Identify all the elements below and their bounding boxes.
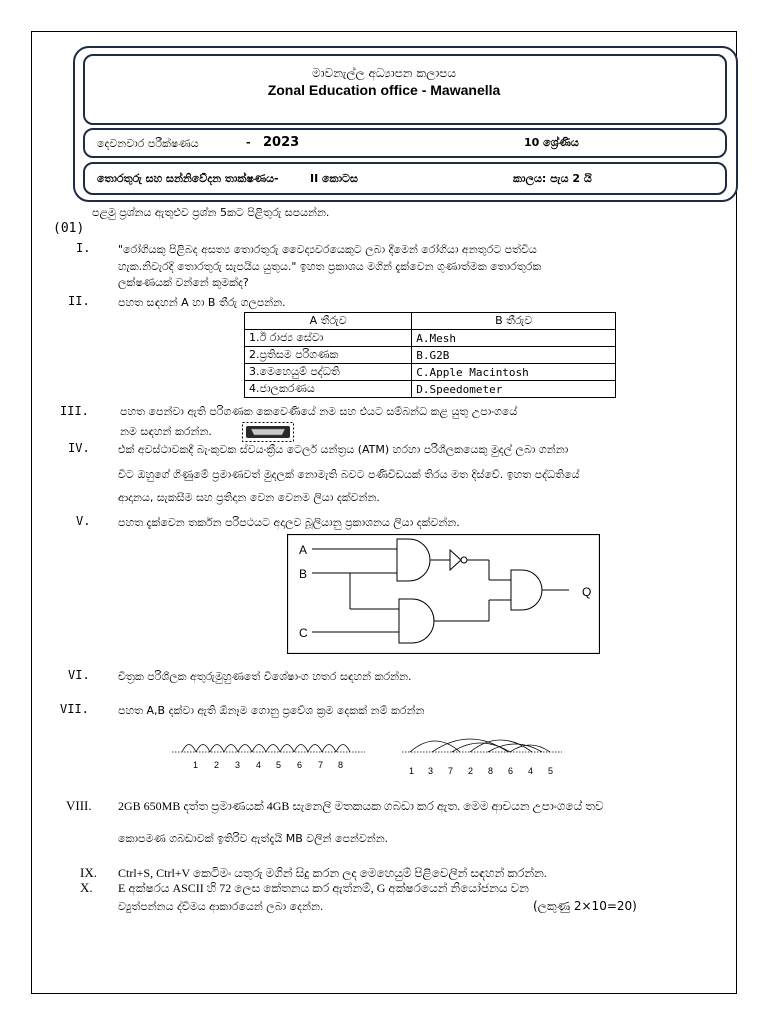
table-cell-a: 2.ප්‍රතිසම පරිගණක bbox=[245, 347, 412, 364]
q1-text-line3: ලක්ෂණයක් වන්නේ කුමක්ද? bbox=[118, 276, 249, 289]
table-row bbox=[245, 381, 616, 398]
column-b-header: B තීරුව bbox=[412, 313, 616, 330]
q1-text-line2: හැක.නිවැරදි තොරතුරු සැපයිය යුතුය." ඉහත ප්‍රකාශය මගින් දැක්වෙන ගුණාත්මක තොරතුරක bbox=[118, 260, 542, 273]
grade-label: 10 ශ්‍රේණිය bbox=[524, 136, 579, 149]
seq-a-item: 6 bbox=[297, 760, 303, 770]
q2-number: II. bbox=[68, 294, 90, 308]
table-row bbox=[245, 364, 616, 381]
input-c-label: C bbox=[299, 626, 308, 640]
q6-number: VI. bbox=[68, 668, 90, 682]
time-label: කාලය: පැය 2 යි bbox=[513, 172, 592, 185]
table-cell-a: 3.මෙහෙයුම් පද්ධති bbox=[245, 364, 412, 381]
table-cell-b: D.Speedometer bbox=[412, 381, 616, 398]
logic-circuit-diagram bbox=[287, 534, 600, 654]
marks-allocation: (ලකුණු 2×10=20) bbox=[533, 899, 637, 913]
seq-b-item: 2 bbox=[468, 766, 474, 776]
q4-text-line1: එක් අවස්ථාවකදී බැංකුවක ස්වයංක්‍රීය ටෙලර් යන්ත්‍රය (ATM) හරහා පරිශීලකයෙකු මුදල් ලබා ගන්නා bbox=[118, 443, 569, 456]
matching-table bbox=[244, 312, 616, 398]
subject-label: තොරතුරු සහ සන්නිවේදන තාක්ෂණය- bbox=[97, 172, 279, 185]
q3-number: III. bbox=[60, 404, 89, 418]
exam-label: දෙවනවාර පරීක්ෂණය bbox=[97, 137, 199, 150]
input-a-label: A bbox=[299, 543, 308, 557]
q3-text-line2: නම සඳහන් කරන්න. bbox=[120, 425, 212, 438]
hdmi-port-image bbox=[242, 422, 294, 442]
table-row bbox=[245, 347, 616, 364]
office-name-english: Zonal Education office - Mawanella bbox=[267, 82, 501, 98]
instruction: පළමු ප්‍රශ්නය ඇතුළුව ප්‍රශ්න 5කට පිළිතුරු සපයන්න. bbox=[92, 206, 330, 219]
seq-a-item: 1 bbox=[193, 760, 199, 770]
seq-b-item: 4 bbox=[528, 766, 534, 776]
table-cell-b: A.Mesh bbox=[412, 330, 616, 347]
seq-a-item: 5 bbox=[276, 760, 282, 770]
q9-number: IX. bbox=[80, 865, 97, 880]
q4-text-line3: ආදානය, සැකසීම සහ ප්‍රතිදාන වෙන වෙනම ලියා දක්වන්න. bbox=[118, 491, 380, 504]
q5-number: V. bbox=[76, 514, 91, 528]
seq-b-item: 8 bbox=[488, 766, 494, 776]
q8-text-line1: 2GB 650MB දත්ත ප්‍රමාණයක් 4GB සැනෙලි මතකයක ගබඩා කර ඇත. මෙම ආචයන උපාංගයේ තව bbox=[118, 799, 604, 813]
q4-number: IV. bbox=[68, 441, 90, 455]
table-header-row bbox=[245, 313, 616, 330]
seq-b-item: 3 bbox=[428, 766, 434, 776]
seq-b-item: 7 bbox=[448, 766, 454, 776]
office-name-sinhala: මාවනැල්ල අධ්‍යාපන කලාපය bbox=[312, 66, 456, 80]
part-label: II කොටස bbox=[310, 172, 358, 185]
q10-number: X. bbox=[80, 880, 93, 895]
question-number: (01) bbox=[53, 221, 85, 236]
table-cell-a: 1.ඊ රාජ්‍ය සේවා bbox=[245, 330, 412, 347]
seq-a-item: 2 bbox=[214, 760, 220, 770]
column-a-header: A තීරුව bbox=[245, 313, 412, 330]
input-b-label: B bbox=[299, 567, 308, 581]
seq-a-item: 4 bbox=[256, 760, 262, 770]
seq-b-item: 6 bbox=[508, 766, 514, 776]
exam-year: 2023 bbox=[263, 135, 300, 150]
q1-number: I. bbox=[76, 241, 91, 255]
output-q-label: Q bbox=[582, 585, 592, 599]
q7-text: පහත A,B දක්වා ඇති ඕනෑම ගොනු ප්‍රවේශ ක්‍රම දෙකක් නම් කරන්න bbox=[118, 704, 425, 717]
exam-dash: - bbox=[246, 136, 251, 149]
table-cell-a: 4.ජාලකරණය bbox=[245, 381, 412, 398]
q1-text-line1: "රෝගියකු පිළිබද අසත්‍ය තොරතුරු වෛද්‍යවරයෙකුට ලබා දීමෙන් රෝගියා අනතුරට පත්විය bbox=[118, 243, 537, 256]
q9-text: Ctrl+S, Ctrl+V කෙටිමං යතුරු මගින් සිදු කරන ලද මෙහෙයුම් පිළිවෙලින් සඳහන් කරන්න. bbox=[118, 866, 547, 880]
q6-text: චිත්‍රක පරිශීලක අතුරුමුහුණතේ විශේෂාංග හතර සඳහන් කරන්න. bbox=[118, 670, 412, 683]
table-row bbox=[245, 330, 616, 347]
table-cell-b: B.G2B bbox=[412, 347, 616, 364]
q7-number: VII. bbox=[60, 702, 89, 716]
q5-text: පහත දැක්වෙන තර්කන පරිපථයට අදාලව බූලියානු ප්‍රකාශනය ලියා දක්වන්න. bbox=[118, 516, 460, 529]
file-access-diagrams bbox=[170, 732, 570, 780]
q10-text-line1: E අක්ෂරය ASCII හි 72 ලෙස කේතනය කර ඇත්නම්, G අක්ෂරයෙන් නියෝජනය වන bbox=[118, 881, 529, 895]
seq-a-item: 8 bbox=[338, 760, 344, 770]
q3-text-line1: පහත පෙන්වා ඇති පරිගණක කෙවෙණියේ නම සහ එයට සම්බන්ධ කළ යුතු උපාංගයේ bbox=[120, 405, 518, 418]
q10-text-line2: ව්‍යුත්පන්නය ද්විමය ආකාරයෙන් ලබා දෙන්න. bbox=[118, 900, 324, 913]
q8-text-line2: කොපමණ ගබඩාවක් ඉතිරිව ඇත්දැයි MB වලින් පෙන්වන්න. bbox=[118, 832, 389, 845]
seq-b-item: 1 bbox=[409, 766, 415, 776]
seq-a-item: 7 bbox=[318, 760, 324, 770]
seq-a-item: 3 bbox=[235, 760, 241, 770]
q4-text-line2: විට ඔහුගේ ගිණුමේ ප්‍රමාණවත් මුදලක් නොමැති බවට පණිවිඩයක් තිරය මත දිස්වේ. ඉහත පද්ධතියේ bbox=[118, 468, 580, 481]
q2-text: පහත සඳහන් A හා B තීරු ගලපන්න. bbox=[118, 296, 286, 309]
seq-b-item: 5 bbox=[548, 766, 554, 776]
q8-number: VIII. bbox=[66, 798, 92, 813]
table-cell-b: C.Apple Macintosh bbox=[412, 364, 616, 381]
